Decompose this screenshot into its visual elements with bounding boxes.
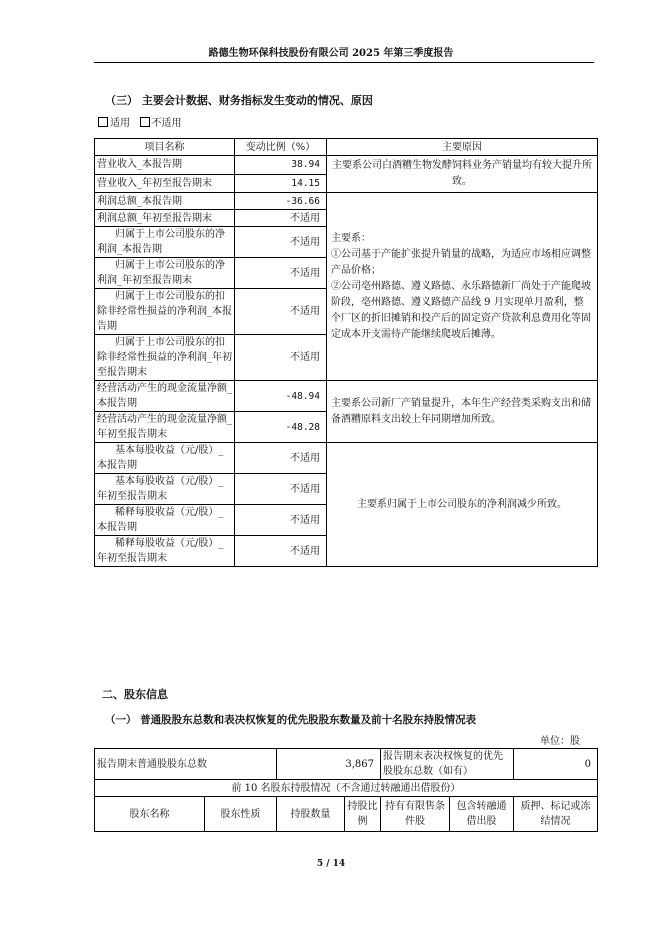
financial-change-table <box>94 138 598 567</box>
pref-holders-value: 0 <box>514 749 598 780</box>
col-share-count: 持股数量 <box>277 797 345 832</box>
table-row <box>95 749 598 780</box>
item-cell: 基本每股收益（元/股）_年初至报告期末 <box>95 474 235 505</box>
header-divider <box>94 62 594 63</box>
ratio-cell: 不适用 <box>235 474 327 505</box>
ratio-cell: 38.94 <box>235 156 327 175</box>
col-holder-type: 股东性质 <box>205 797 277 832</box>
item-cell: 营业收入_年初至报告期末 <box>95 174 235 193</box>
reason-eps: 主要系归属于上市公司股东的净利润减少所致。 <box>327 443 598 567</box>
item-cell: 归属于上市公司股东的净利润_本报告期 <box>95 227 235 258</box>
col-holder-name: 股东名称 <box>95 797 205 832</box>
ratio-cell: 不适用 <box>235 443 327 474</box>
table-header-row <box>95 797 598 832</box>
reason-profit-intro: 主要系： <box>331 232 371 244</box>
col-share-ratio: 持股比例 <box>345 797 381 832</box>
ratio-cell: -48.28 <box>235 412 327 443</box>
report-header-title: 路德生物环保科技股份有限公司 2025 年第三季度报告 <box>208 48 454 59</box>
ratio-cell: 不适用 <box>235 335 327 381</box>
item-cell: 经营活动产生的现金流量净额_本报告期 <box>95 381 235 412</box>
reason-profit <box>327 193 598 381</box>
ratio-cell: -36.66 <box>235 193 327 210</box>
reason-revenue: 主要系公司白酒糟生物发酵饲料业务产销量均有较大提升所致。 <box>327 156 598 193</box>
item-cell: 利润总额_本报告期 <box>95 193 235 210</box>
applicable-checkbox[interactable] <box>98 117 108 127</box>
table-row <box>95 156 598 175</box>
header-item-name: 项目名称 <box>95 139 235 156</box>
total-holders-value: 3,867 <box>277 749 381 780</box>
item-cell: 归属于上市公司股东的净利润_年初至报告期末 <box>95 258 235 289</box>
item-cell: 稀释每股收益（元/股）_本报告期 <box>95 505 235 536</box>
section-title: （三） 主要会计数据、财务指标发生变动的情况、原因 <box>105 94 373 107</box>
header-change-ratio: 变动比例（%） <box>235 139 327 156</box>
ratio-cell: -48.94 <box>235 381 327 412</box>
item-cell: 归属于上市公司股东的扣除非经常性损益的净利润_本报告期 <box>95 289 235 335</box>
col-restricted-shares: 持有有限售条件股 <box>381 797 450 832</box>
unit-label: 单位：股 <box>540 736 580 747</box>
reason-cashflow: 主要系公司新厂产销量提升，本年生产经营类采购支出和储备酒糟原料支出较上年同期增加所致。 <box>327 381 598 443</box>
section-shareholders-title: 二、股东信息 <box>102 688 168 701</box>
shareholders-table <box>94 748 598 832</box>
ratio-cell: 不适用 <box>235 505 327 536</box>
table-row <box>95 193 598 210</box>
total-holders-label: 报告期末普通股股东总数 <box>95 749 277 780</box>
col-lent-shares: 包含转融通借出股 <box>450 797 514 832</box>
page-number: 5 / 14 <box>316 859 346 869</box>
item-cell: 稀释每股收益（元/股）_年初至报告期末 <box>95 536 235 567</box>
item-cell: 基本每股收益（元/股）_本报告期 <box>95 443 235 474</box>
ratio-cell: 不适用 <box>235 289 327 335</box>
table-row <box>95 381 598 412</box>
not-applicable-label: 不适用 <box>151 118 182 129</box>
ratio-cell: 不适用 <box>235 258 327 289</box>
item-cell: 利润总额_年初至报告期末 <box>95 210 235 227</box>
ratio-cell: 14.15 <box>235 174 327 193</box>
item-cell: 归属于上市公司股东的扣除非经常性损益的净利润_年初至报告期末 <box>95 335 235 381</box>
table-row <box>95 443 598 474</box>
header-main-reason: 主要原因 <box>327 139 598 156</box>
top10-title: 前 10 名股东持股情况（不含通过转融通出借股份） <box>95 780 598 797</box>
subsection-title: （一） 普通股股东总数和表决权恢复的优先股股东数量及前十名股东持股情况表 <box>105 714 477 726</box>
ratio-cell: 不适用 <box>235 210 327 227</box>
item-cell: 经营活动产生的现金流量净额_年初至报告期末 <box>95 412 235 443</box>
item-cell: 营业收入_本报告期 <box>95 156 235 175</box>
not-applicable-checkbox[interactable] <box>140 117 150 127</box>
col-pledge-status: 质押、标记或冻结情况 <box>514 797 598 832</box>
reason-profit-point1: ①公司基于产能扩张提升销量的战略，为适应市场相应调整产品价格； <box>331 248 591 276</box>
reason-profit-point2: ②公司亳州路德、遵义路德、永乐路德新厂尚处于产能爬坡阶段，亳州路德、遵义路德产品线 9 月实现单月盈利，整个厂区的折旧摊销和投产后的固定资产贷款利息费用化等固定成本开支需待产能继续爬坡后摊薄。 <box>331 280 591 340</box>
table-header-row <box>95 139 598 156</box>
applicability-options <box>98 114 182 129</box>
table-row <box>95 780 598 797</box>
ratio-cell: 不适用 <box>235 227 327 258</box>
pref-holders-label: 报告期末表决权恢复的优先股股东总数（如有） <box>381 749 514 780</box>
ratio-cell: 不适用 <box>235 536 327 567</box>
applicable-label: 适用 <box>110 118 130 129</box>
